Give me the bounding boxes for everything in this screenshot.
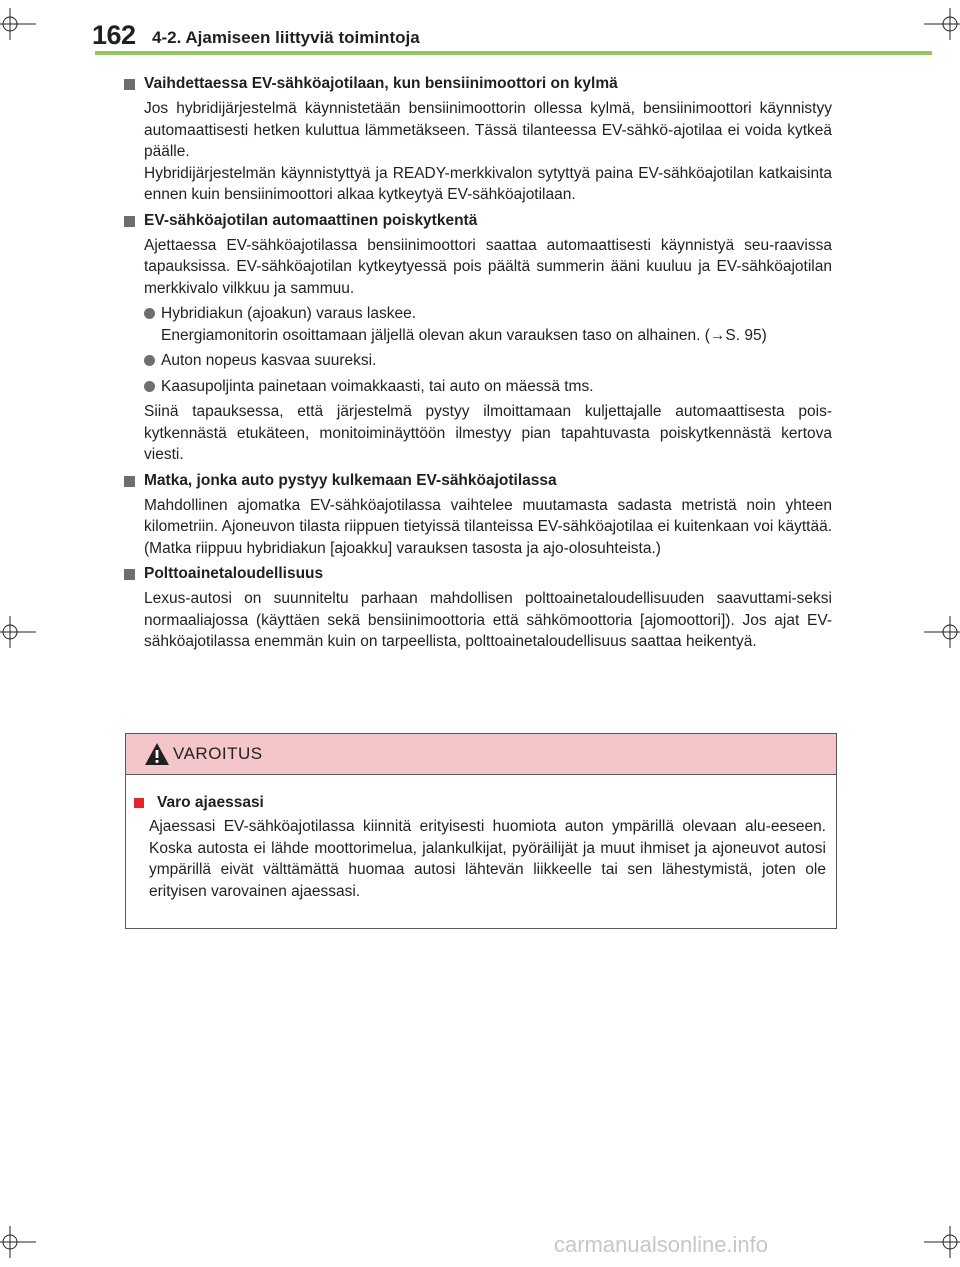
list-item: Hybridiakun (ajoakun) varaus laskee. Energiamonitorin osoittamaan jäljellä olevan akun varauksen taso on alhainen. (→S. 95): [144, 303, 832, 346]
square-bullet-icon: [124, 569, 135, 580]
paragraph: Lexus-autosi on suunniteltu parhaan mahdollisen polttoainetaloudellisuuden saavuttami-seksi normaaliajossa (käyttäen sekä bensiinimoottoria että sähkömoottoria [ajomoottori]). Jos ajat EV-sähköajotilassa enemmän kuin on tarpeellista, polttoainetaloudellisuus saattaa heikentyä.: [144, 590, 832, 650]
section-cold-engine: [124, 73, 832, 206]
page-header: [92, 18, 872, 58]
paragraph: Hybridijärjestelmän käynnistyttyä ja READY-merkkivalon sytyttyä paina EV-sähköajotilan katkaisinta ennen kuin bensiinimoottori alkaa kytkeytyä EV-sähköajotilaan.: [144, 164, 832, 203]
warning-subheading: Varo ajaessasi: [134, 792, 836, 814]
round-bullet-icon: [144, 308, 155, 319]
round-bullet-icon: [144, 355, 155, 366]
warning-title: VAROITUS: [173, 744, 263, 763]
section-heading: EV-sähköajotilan automaattinen poiskytkentä: [124, 210, 832, 232]
round-bullet-icon: [144, 381, 155, 392]
list-item: Kaasupoljinta painetaan voimakkaasti, tai auto on mäessä tms.: [144, 376, 832, 398]
section-fuel-economy: [124, 563, 832, 653]
paragraph: Jos hybridijärjestelmä käynnistetään bensiinimoottorin ollessa kylmä, bensiinimoottori käynnistyy automaattisesti hetken kuluttua lämmetäkseen. Tässä tilanteessa EV-sähkö-ajotilaa ei voida kytkeä päälle.: [144, 100, 832, 160]
section-ev-range: [124, 470, 832, 560]
crop-mark-icon: [924, 4, 960, 40]
list-item: Auton nopeus kasvaa suureksi.: [144, 350, 832, 372]
square-bullet-icon: [124, 476, 135, 487]
crop-mark-icon: [924, 612, 960, 648]
paragraph: Siinä tapauksessa, että järjestelmä pystyy ilmoittamaan kuljettajalle automaattisesta pois-kytkennästä etukäteen, monitoiminäyttöön ilmestyy pian tapahtuvasta poiskytkennästä kertova viesti.: [144, 403, 832, 463]
crop-mark-icon: [0, 1226, 36, 1262]
warning-header: [126, 734, 836, 775]
header-rule: [95, 51, 932, 55]
warning-text: Ajaessasi EV-sähköajotilassa kiinnitä erityisesti huomiota auton ympärillä olevaan alu-eeseen. Koska autosta ei lähde moottorimelua, jalankulkijat, pyöräilijät ja muut ihmiset ja ajoneuvot autosi ympärillä eivät välttämättä huomaa autosi lähtevän liikkeelle tai sen lähestymistä, joten ole erityisen varovainen ajaessasi.: [149, 818, 826, 900]
crop-mark-icon: [0, 612, 36, 648]
square-bullet-icon: [124, 79, 135, 90]
watermark: carmanualsonline.info: [554, 1232, 769, 1257]
arrow-right-icon: →: [709, 326, 726, 344]
section-heading: Polttoainetaloudellisuus: [124, 563, 832, 585]
page-content: [124, 73, 832, 657]
square-bullet-icon: [124, 216, 135, 227]
warning-body: [126, 775, 836, 902]
section-heading: Matka, jonka auto pystyy kulkemaan EV-sähköajotilassa: [124, 470, 832, 492]
section-heading: Vaihdettaessa EV-sähköajotilaan, kun bensiinimoottori on kylmä: [124, 73, 832, 95]
crop-mark-icon: [924, 1226, 960, 1262]
page-reference-link[interactable]: S. 95: [725, 326, 762, 344]
crop-mark-icon: [0, 4, 36, 40]
chapter-title: 4-2. Ajamiseen liittyviä toimintoja: [152, 28, 420, 47]
section-auto-deactivation: [124, 210, 832, 466]
paragraph: Ajettaessa EV-sähköajotilassa bensiinimoottori saattaa automaattisesti käynnistyä seu-raavissa tapauksissa. EV-sähköajotilan kytkeytyessä pois päältä summerin ääni kuuluu ja EV-sähköajotilan merkkivalo vilkkuu ja sammuu.: [144, 236, 832, 297]
paragraph: Mahdollinen ajomatka EV-sähköajotilassa vaihtelee muutamasta sadasta metristä noin yhteen kilometriin. Ajoneuvon tilasta riippuen tietyissä tilanteissa EV-sähköajotilaa ei kuitenkaan voi käyttää. (Matka riippuu hybridiakun [ajoakku] varauksen tasosta ja ajo-olosuhteista.): [144, 496, 832, 557]
warning-box: [125, 733, 837, 929]
page-number: 162: [92, 20, 136, 50]
warning-triangle-icon: [144, 742, 170, 771]
square-bullet-icon: [134, 798, 144, 808]
